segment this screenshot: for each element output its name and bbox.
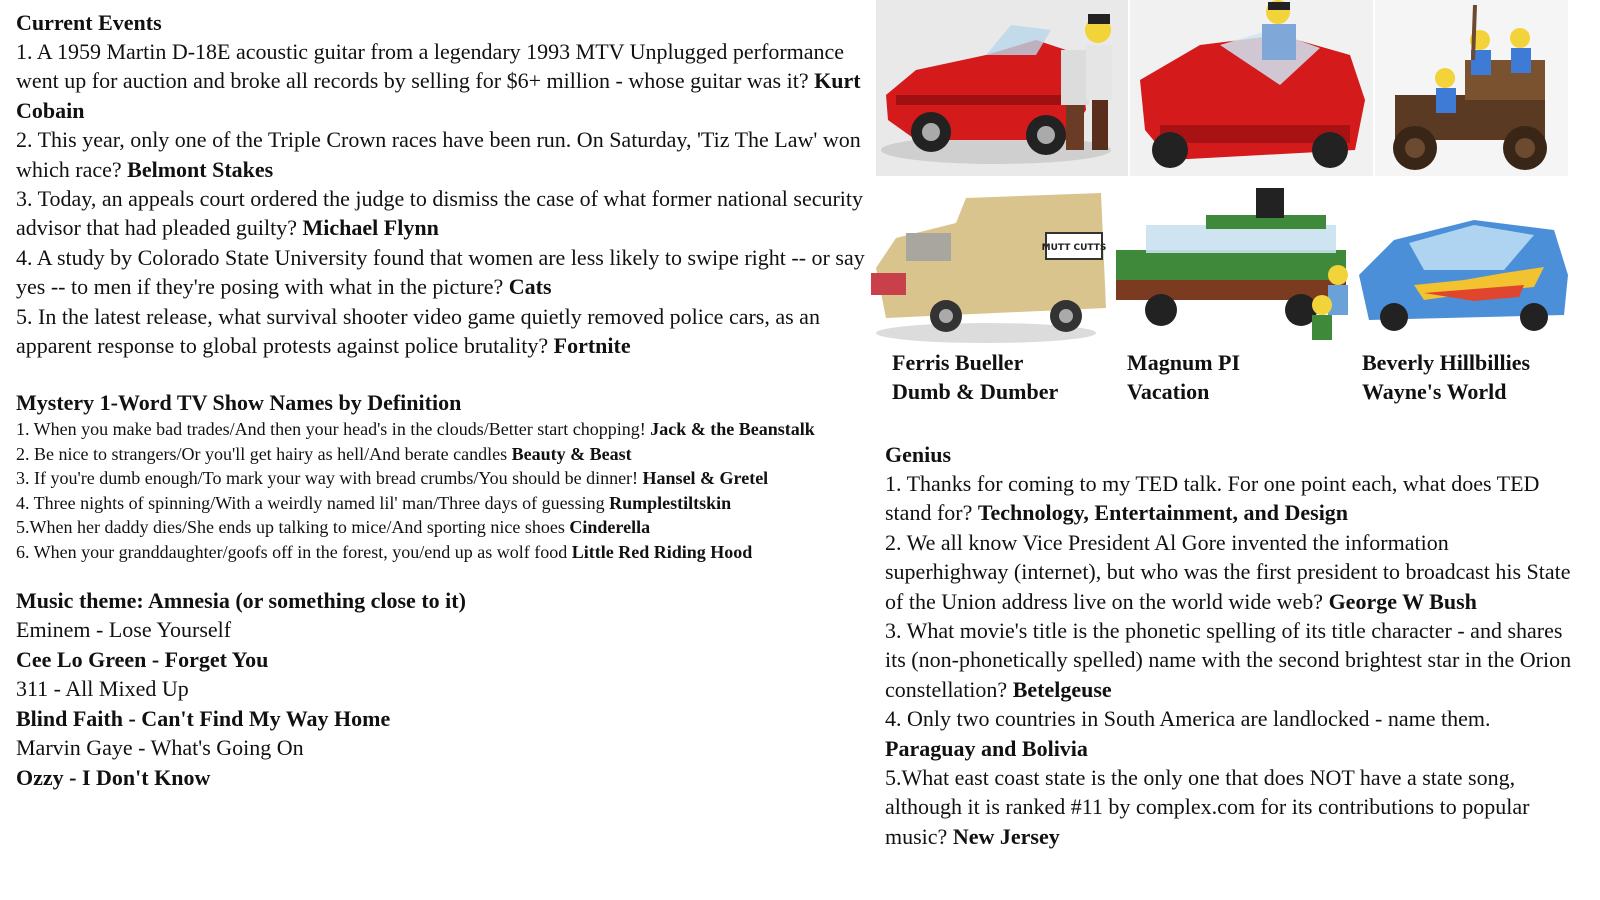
riddle-item	[16, 491, 876, 516]
question-text: 5.What east coast state is the only one that does NOT have a state song, although it is ranked #11 by complex.com for its contributions to popular music?	[885, 765, 1530, 849]
answer-text: Hansel & Gretel	[642, 468, 769, 489]
car-label: Beverly Hillbillies	[1362, 350, 1531, 375]
question-item	[16, 243, 876, 302]
question-item	[885, 469, 1575, 528]
answer-text: Cinderella	[569, 517, 651, 538]
question-item	[16, 184, 876, 243]
riddle-text: 4. Three nights of spinning/With a weirdly named lil' man/Three days of guessing	[16, 492, 610, 513]
riddle-item	[16, 466, 876, 491]
answer-text: Rumplestiltskin	[609, 492, 732, 513]
current-events-heading: Current Events	[16, 10, 162, 35]
tv-shows-list	[16, 417, 876, 564]
music-list	[16, 615, 876, 791]
tv-shows-heading: Mystery 1-Word TV Show Names by Definition	[16, 390, 462, 416]
song-line: Ozzy - I Don't Know	[16, 764, 211, 790]
question-item	[885, 763, 1575, 851]
car-label: Wayne's World	[1362, 379, 1507, 404]
riddle-text: 3. If you're dumb enough/To mark your way with bread crumbs/You should be dinner!	[16, 468, 643, 489]
genius-heading: Genius	[885, 442, 952, 467]
song-line: Marvin Gaye - What's Going On	[16, 735, 304, 761]
car-label: Dumb & Dumber	[892, 379, 1059, 404]
left-column	[16, 8, 876, 792]
question-text: 2. We all know Vice President Al Gore invented the information superhighway (internet), but who was the first president to broadcast his State of the Union address live on the world wide web?	[885, 529, 1571, 614]
answer-text: Technology, Entertainment, and Design	[977, 500, 1349, 526]
current-events-list	[16, 37, 876, 360]
question-text: 1. Thanks for coming to my TED talk. For one point each, what does TED stand for?	[885, 471, 1540, 526]
answer-text: New Jersey	[952, 823, 1060, 849]
question-item	[885, 528, 1575, 616]
car-label-column	[1127, 348, 1240, 406]
song-line: 311 - All Mixed Up	[16, 676, 189, 702]
answer-text: Little Red Riding Hood	[571, 541, 753, 562]
question-item	[885, 704, 1575, 763]
answer-text: Betelgeuse	[1012, 676, 1112, 702]
question-text: 4. Only two countries in South America are landlocked - name them.	[885, 706, 1491, 732]
ferrari-308-photo	[1130, 0, 1373, 176]
answer-text: Beauty & Beast	[511, 443, 632, 464]
riddle-text: 5.When her daddy dies/She ends up talking to mice/And sporting nice shoes	[16, 517, 570, 538]
car-label: Vacation	[1127, 379, 1210, 404]
song-line: Cee Lo Green - Forget You	[16, 646, 269, 672]
riddle-text: 6. When your granddaughter/goofs off in the forest, you/end up as wolf food	[16, 541, 572, 562]
car-label: Magnum PI	[1127, 350, 1241, 375]
mutt-cutts-van-photo	[866, 178, 1106, 346]
answer-text: Fortnite	[553, 333, 631, 359]
car-label-column	[1362, 348, 1530, 406]
hillbillies-truck-photo	[1375, 0, 1568, 176]
answer-text: Belmont Stakes	[127, 156, 274, 182]
question-text: 3. What movie's title is the phonetic spelling of its title character - and shares its (non-phonetically spelled) name with the second brightest star in the Orion constellation?	[885, 618, 1572, 702]
question-item	[16, 37, 876, 125]
riddle-item	[16, 540, 876, 565]
riddle-text: 1. When you make bad trades/And then your head's in the clouds/Better start chopping!	[16, 419, 651, 440]
answer-text: Cats	[508, 274, 552, 300]
music-heading: Music theme: Amnesia (or something close to it)	[16, 588, 466, 614]
question-item	[885, 616, 1575, 704]
question-item	[16, 302, 876, 361]
song-line: Blind Faith - Can't Find My Way Home	[16, 705, 391, 731]
ferrari-convertible-photo	[876, 0, 1128, 176]
van-sign-text: MUTT CUTTS	[1041, 243, 1106, 253]
question-text: 2. This year, only one of the Triple Crown races have been run. On Saturday, 'Tiz The Law' won which race?	[16, 127, 861, 182]
riddle-text: 2. Be nice to strangers/Or you'll get hairy as hell/And berate candles	[16, 443, 512, 464]
family-truckster-photo	[1106, 180, 1354, 344]
question-text: 3. Today, an appeals court ordered the judge to dismiss the case of what former national security advisor that had pleaded guilty?	[16, 186, 864, 241]
car-label: Ferris Bueller	[892, 350, 1024, 375]
answer-text: George W Bush	[1328, 588, 1477, 614]
answer-text: Kurt Cobain	[16, 68, 861, 123]
answer-text: Jack & the Beanstalk	[650, 419, 815, 440]
genius-section	[885, 440, 1575, 851]
pacer-photo	[1354, 205, 1568, 333]
question-text: 1. A 1959 Martin D-18E acoustic guitar from a legendary 1993 MTV Unplugged performance went up for auction and broke all records by selling for $6+ million - whose guitar was it?	[16, 39, 845, 94]
question-text: 4. A study by Colorado State University found that women are less likely to swipe right -- or say yes -- to men if they're posing with what in the picture?	[16, 244, 865, 300]
riddle-item	[16, 442, 876, 467]
question-item	[16, 125, 876, 184]
riddle-item	[16, 417, 876, 442]
riddle-item	[16, 515, 876, 540]
question-text: 5. In the latest release, what survival shooter video game quietly removed police cars, as an apparent response to global protests against police brutality?	[16, 303, 820, 359]
car-label-column	[892, 348, 1058, 406]
answer-text: Paraguay and Bolivia	[885, 735, 1088, 761]
answer-text: Michael Flynn	[302, 215, 439, 241]
song-line: Eminem - Lose Yourself	[16, 617, 232, 643]
